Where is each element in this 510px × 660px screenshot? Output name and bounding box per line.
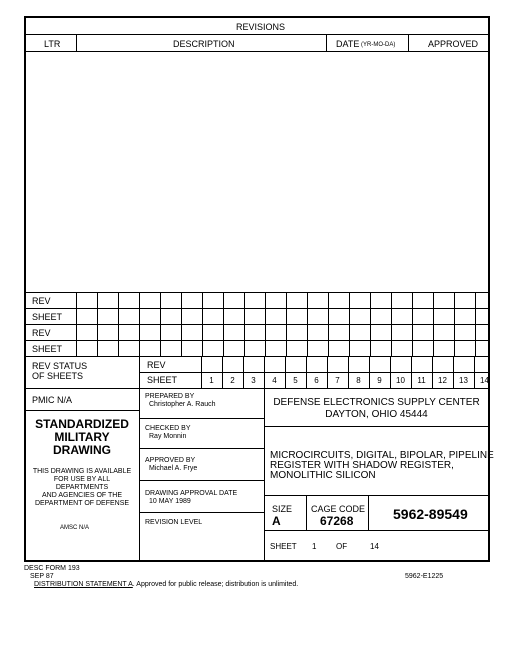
grid-col-13 <box>412 292 413 356</box>
grid-col-16 <box>475 292 476 356</box>
sheet-number-5: 5 <box>293 376 298 385</box>
grid-rule-top <box>25 292 489 293</box>
grid-col-4 <box>223 292 224 356</box>
grid-row-label-rev-1: REV <box>32 296 51 306</box>
grid-col-11 <box>370 292 371 356</box>
distribution-statement-text: . Approved for public release; distribution is unlimited. <box>132 581 299 588</box>
standardized-title-line1: STANDARDIZED <box>35 417 129 431</box>
revisions-col-description: DESCRIPTION <box>173 39 235 49</box>
size-value: A <box>272 514 281 528</box>
approval-date-label: DRAWING APPROVAL DATE <box>145 490 238 497</box>
sheet-number-7: 7 <box>335 376 340 385</box>
sheet-number-10: 10 <box>396 376 405 385</box>
grid-rule-1 <box>25 308 489 309</box>
sheet-number-11: 11 <box>417 376 426 385</box>
grid-row-label-sheet-2: SHEET <box>32 344 63 354</box>
availability-line1: THIS DRAWING IS AVAILABLE <box>32 468 132 475</box>
rev-label: REV <box>147 360 166 370</box>
cage-number-divider <box>368 495 369 530</box>
prepared-by-name: Christopher A. Rauch <box>149 401 216 408</box>
grid-col-15 <box>454 292 455 356</box>
approval-date-value: 10 MAY 1989 <box>149 498 191 505</box>
sheet-label: SHEET <box>147 375 178 385</box>
grid-col-12 <box>391 292 392 356</box>
prepared-divider <box>139 418 264 419</box>
distribution-statement-label: DISTRIBUTION STATEMENT A <box>34 581 133 588</box>
cage-code-value: 67268 <box>320 514 354 528</box>
agency-line2: DAYTON, OHIO 45444 <box>325 409 428 420</box>
sheet-number-8: 8 <box>356 376 361 385</box>
grid-col-10 <box>349 292 350 356</box>
revisions-col-divider-2 <box>326 34 327 51</box>
approval-date-divider <box>139 512 264 513</box>
sheet-number-3: 3 <box>251 376 256 385</box>
availability-line2: FOR USE BY ALL <box>53 476 111 483</box>
approved-divider <box>139 480 264 481</box>
grid-upper-left-col-1 <box>97 292 98 356</box>
agency-line1: DEFENSE ELECTRONICS SUPPLY CENTER <box>273 397 480 408</box>
grid-row-label-sheet-1: SHEET <box>32 312 63 322</box>
sheet-value: 1 <box>312 542 317 551</box>
drawing-number: 5962-89549 <box>393 506 468 522</box>
revisions-header-divider <box>25 51 489 52</box>
drawing-title-line1: MICROCIRCUITS, DIGITAL, BIPOLAR, PIPELINE <box>270 450 494 461</box>
revisions-col-ltr: LTR <box>44 39 61 49</box>
revisions-col-approved: APPROVED <box>428 39 479 49</box>
grid-col-8 <box>307 292 308 356</box>
revisions-title-divider <box>25 34 489 35</box>
size-cage-divider <box>306 495 307 530</box>
revisions-title: REVISIONS <box>236 22 286 32</box>
title-block-col-divider-1 <box>139 388 140 562</box>
grid-col-9 <box>328 292 329 356</box>
availability-line3: DEPARTMENTS <box>55 484 109 491</box>
grid-col-5 <box>244 292 245 356</box>
grid-col-14 <box>433 292 434 356</box>
grid-rule-2 <box>25 324 489 325</box>
sheet-number-13: 13 <box>459 376 468 385</box>
drawing-title-line3: MONOLITHIC SILICON <box>270 470 376 481</box>
standardized-title-line2: MILITARY <box>54 430 110 444</box>
grid-col-7 <box>286 292 287 356</box>
size-label: SIZE <box>272 504 293 514</box>
grid-col-3 <box>202 292 203 356</box>
rev-status-of-sheets-label: REV STATUS OF SHEETS <box>32 361 88 381</box>
availability-line5: DEPARTMENT OF DEFENSE <box>34 500 130 507</box>
pmic-label: PMIC N/A <box>32 395 73 405</box>
grid-rule-rev-sheet <box>139 372 489 373</box>
cage-code-label: CAGE CODE <box>311 504 366 514</box>
form-date: SEP 87 <box>30 573 54 580</box>
size-divider <box>264 530 489 531</box>
grid-row-label-rev-2: REV <box>32 328 51 338</box>
checked-divider <box>139 448 264 449</box>
grid-rule-rev-status-top <box>25 356 489 357</box>
sheet-label-footer: SHEET <box>270 542 297 551</box>
revisions-col-date-format: (YR-MO-DA) <box>361 42 396 48</box>
sheet-number-14: 14 <box>480 376 489 385</box>
sheet-number-2: 2 <box>230 376 235 385</box>
checked-by-name: Ray Monnin <box>149 433 187 440</box>
checked-by-label: CHECKED BY <box>145 425 191 432</box>
distribution-statement <box>34 581 298 588</box>
sheet-number-4: 4 <box>272 376 277 385</box>
of-value: 14 <box>370 542 379 551</box>
grid-upper-left-col-2 <box>118 292 119 356</box>
form-number: DESC FORM 193 <box>24 565 80 572</box>
prepared-by-label: PREPARED BY <box>145 393 195 400</box>
grid-main-col-divider <box>139 292 140 388</box>
approved-by-name: Michael A. Frye <box>149 465 198 472</box>
sheet-number-9: 9 <box>377 376 382 385</box>
title-divider <box>264 495 489 496</box>
of-label: OF <box>336 542 348 551</box>
drawing-title-line2: REGISTER WITH SHADOW REGISTER, <box>270 460 454 471</box>
revisions-col-date: DATE <box>336 39 360 49</box>
approved-by-label: APPROVED BY <box>145 457 196 464</box>
standardized-title-line3: DRAWING <box>53 443 111 457</box>
grid-label-col-divider <box>76 292 77 356</box>
document-code: 5962-E1225 <box>405 573 444 580</box>
title-block-top-rule <box>25 388 489 389</box>
pmic-divider <box>25 410 139 411</box>
revisions-col-divider-1 <box>76 34 77 51</box>
amsc-label: AMSC N/A <box>60 525 90 531</box>
grid-col-1 <box>160 292 161 356</box>
revisions-col-divider-3 <box>408 34 409 51</box>
availability-line4: AND AGENCIES OF THE <box>42 492 122 499</box>
sheet-number-1: 1 <box>209 376 214 385</box>
revision-level-label: REVISION LEVEL <box>145 519 203 526</box>
grid-col-2 <box>181 292 182 356</box>
sheet-number-6: 6 <box>314 376 319 385</box>
grid-col-6 <box>265 292 266 356</box>
agency-divider <box>264 426 489 427</box>
sheet-number-12: 12 <box>438 376 447 385</box>
grid-rule-3 <box>25 340 489 341</box>
